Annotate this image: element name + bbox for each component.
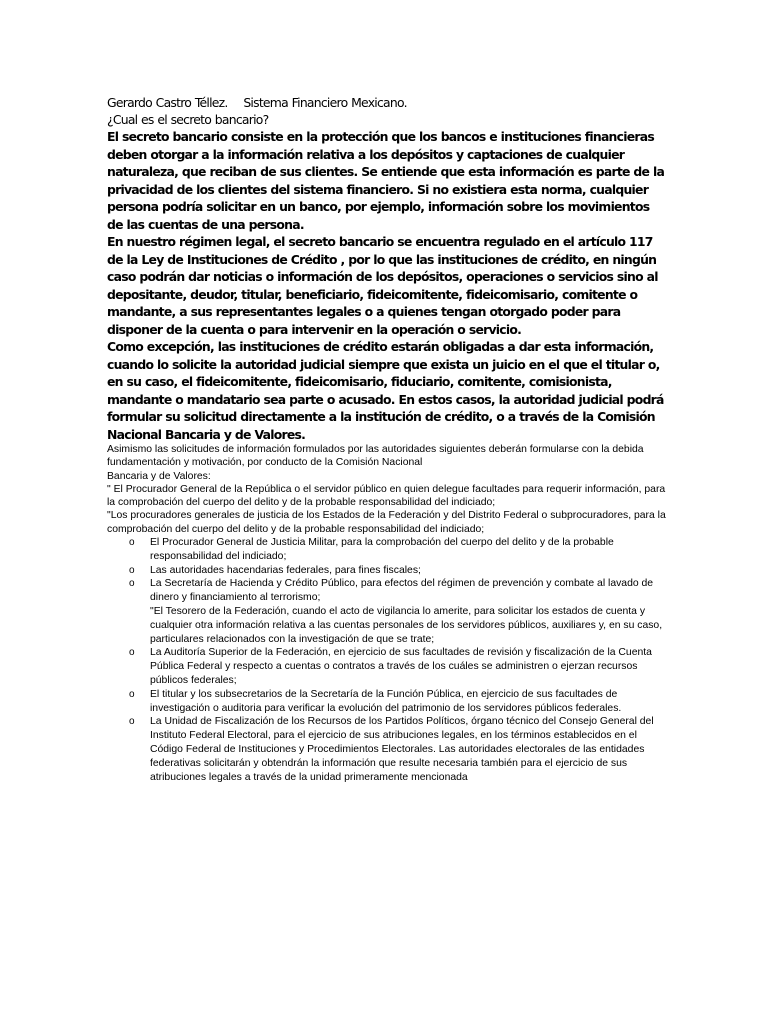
list-item bbox=[107, 646, 667, 687]
list-item bbox=[107, 564, 667, 578]
paragraph-definition: El secreto bancario consiste en la protección que los bancos e instituciones financieras deben otorgar a la información relativa a los depósitos y captaciones de cualquier naturaleza, que reciban de sus clientes. Se entiende que esta información es parte de la privacidad de los clientes del sistema financiero. Si no existiera esta norma, cualquier persona podría solicitar en un banco, por ejemplo, información sobre los movimientos de las cuentas de una persona. bbox=[107, 129, 665, 232]
list-item-text: La Auditoría Superior de la Federación, en ejercicio de sus facultades de revisión y fiscalización de la Cuenta Pública Federal y respecto a cuentas o contratos a través de los cuáles se administren o ejerzan recursos públicos federales; bbox=[150, 647, 652, 687]
paragraph-exception: Como excepción, las instituciones de crédito estarán obligadas a dar esta información, cuando lo solicite la autoridad judicial siempre que exista un juicio en el que el titular o, en su caso, el fideicomitente, fideicomisario, fiduciario, comitente, comisionista, mandante o mandatario sea parte o acusado. En estos casos, la autoridad judicial podrá formular su solicitud directamente a la institución de crédito, o a través de la Comisión Nacional Bancaria y de Valores. bbox=[107, 339, 664, 442]
list-item-text: El titular y los subsecretarios de la Secretaría de la Función Pública, en ejercicio de sus facultades de investigación o auditoria para verificar la evolución del patrimonio de los servidores públicos federales. bbox=[150, 688, 622, 714]
document-header bbox=[107, 94, 667, 111]
list-item-text: Las autoridades hacendarias federales, para fines fiscales; bbox=[150, 564, 421, 576]
intro-authorities: Asimismo las solicitudes de información formulados por las autoridades siguientes deberán formularse con la debida fundamentación y motivación, por conducto de la Comisión Nacional bbox=[107, 444, 644, 469]
bullet-icon: o bbox=[129, 578, 135, 590]
document-question: ¿Cual es el secreto bancario? bbox=[107, 112, 269, 127]
list-item bbox=[107, 715, 667, 784]
paragraph-legal-regime: En nuestro régimen legal, el secreto bancario se encuentra regulado en el artículo 117 de la Ley de Instituciones de Crédito , por lo que las instituciones de crédito, en ningún caso podrán dar noticias o información de los depósitos, operaciones o servicios sino al depositante, deudor, titular, beneficiario, fideicomitente, fideicomisario, comitente o mandante, a sus representantes legales o a quienes tengan otorgado poder para disponer de la cuenta o para intervenir en la operación o servicio. bbox=[107, 234, 658, 337]
document-subject: Sistema Financiero Mexicano. bbox=[243, 95, 407, 110]
bullet-icon: o bbox=[129, 564, 135, 576]
item-procuradores-estados: "Los procuradores generales de justicia de los Estados de la Federación y del Distrito Federal o subprocuradores, para la comprobación del cuerpo del delito y de la probable responsabilidad del indiciado; bbox=[107, 510, 666, 535]
bullet-icon: o bbox=[129, 688, 135, 700]
list-item-text: La Secretaría de Hacienda y Crédito Público, para efectos del régimen de prevención y combate al lavado de dinero y financiamiento al terrorismo; bbox=[150, 578, 654, 604]
list-item bbox=[107, 688, 667, 716]
bullet-icon: o bbox=[129, 647, 135, 659]
bullet-icon: o bbox=[129, 716, 135, 728]
author-name: Gerardo Castro Téllez. bbox=[107, 95, 228, 110]
document-page bbox=[107, 94, 667, 784]
bullet-icon: o bbox=[129, 537, 135, 549]
list-item bbox=[107, 577, 667, 646]
item-procurador-general: " El Procurador General de la República o el servidor público en quien delegue facultades para requerir información, para la comprobación del cuerpo del delito y de la probable responsabilidad del indiciado; bbox=[107, 483, 666, 509]
authorities-list bbox=[107, 536, 667, 784]
list-item bbox=[107, 536, 667, 564]
list-item-text: El Procurador General de Justicia Militar, para la comprobación del cuerpo del delito y de la probable responsabilidad del indiciado; bbox=[150, 537, 614, 562]
list-item-text: "El Tesorero de la Federación, cuando el acto de vigilancia lo amerite, para solicitar los estados de cuenta y cualquier otra información relativa a las cuentas personales de los servidores públicos, auxiliares y, en su caso, particulares relacionados con la investigación de que se trate; bbox=[150, 606, 663, 645]
list-item-text: La Unidad de Fiscalización de los Recursos de los Partidos Políticos, órgano técnico del Consejo General del Instituto Federal Electoral, para el ejercicio de sus atribuciones legales, en los términos establecidos en el Código Federal de Instituciones y Procedimientos Electorales. Las autoridades electorales de las entidades federativas solicitarán y obtendrán la información que resulte necesaria también para el ejercicio de sus atribuciones legales a través de la unidad primeramente mencionada bbox=[150, 716, 654, 783]
intro-commission: Bancaria y de Valores: bbox=[107, 470, 211, 482]
